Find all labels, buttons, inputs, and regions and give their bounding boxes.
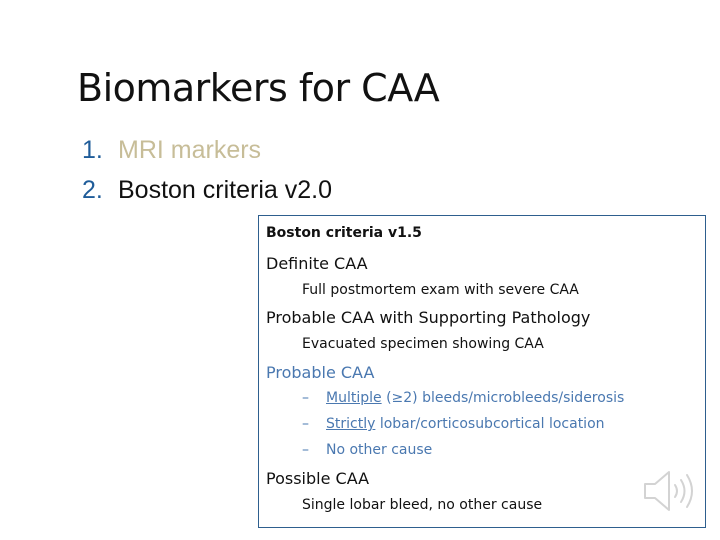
definite-detail: Full postmortem exam with severe CAA — [302, 282, 579, 298]
bullet-emphasis: Multiple — [326, 390, 382, 406]
dash-glyph: – — [302, 416, 309, 432]
probable-pathology-detail: Evacuated specimen showing CAA — [302, 336, 544, 352]
list-item-text: MRI markers — [118, 136, 262, 164]
criteria-heading: Boston criteria v1.5 — [266, 225, 422, 241]
list-item — [82, 130, 332, 170]
topic-list — [82, 130, 332, 210]
probable-bullet — [302, 442, 432, 458]
probable-pathology-label: Probable CAA with Supporting Pathology — [266, 308, 591, 327]
list-item-number: 1. — [82, 136, 103, 164]
dash-glyph: – — [302, 442, 309, 458]
bullet-text: No other cause — [326, 442, 433, 458]
bullet-text: (≥2) bleeds/microbleeds/siderosis — [381, 390, 625, 406]
dash-glyph: – — [302, 390, 309, 406]
possible-label: Possible CAA — [266, 469, 370, 488]
criteria-box — [258, 215, 706, 528]
list-item-text: Boston criteria v2.0 — [118, 176, 332, 204]
probable-bullet — [302, 416, 605, 432]
bullet-emphasis: Strictly — [326, 416, 376, 432]
list-item — [82, 170, 332, 210]
definite-label: Definite CAA — [266, 254, 368, 273]
probable-label: Probable CAA — [266, 363, 375, 382]
speaker-icon[interactable] — [641, 468, 699, 514]
list-item-number: 2. — [82, 176, 103, 204]
possible-detail: Single lobar bleed, no other cause — [302, 497, 543, 513]
bullet-text: lobar/corticosubcortical location — [375, 416, 605, 432]
slide-title: Biomarkers for CAA — [77, 66, 440, 110]
probable-bullet — [302, 390, 624, 406]
